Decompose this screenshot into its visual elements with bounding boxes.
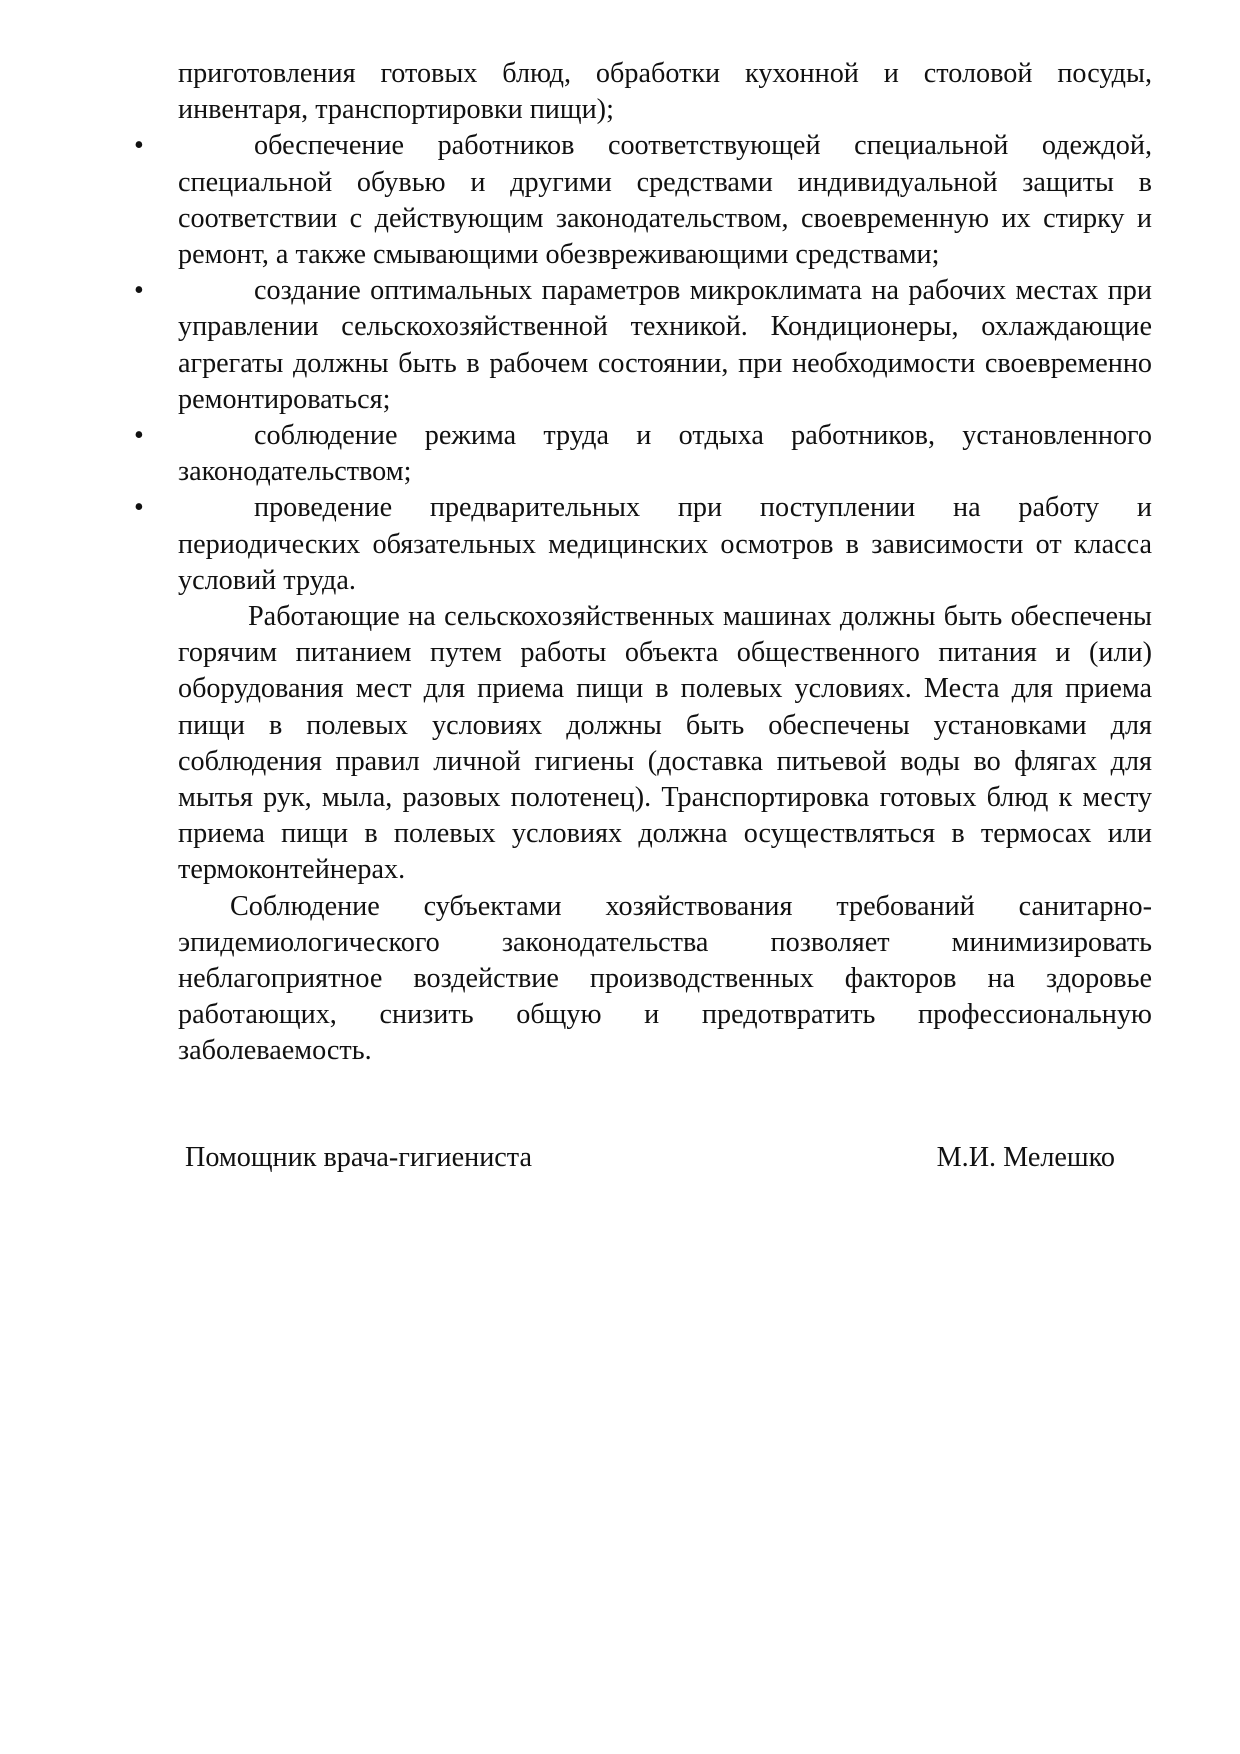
bullet-item (134, 128, 1152, 273)
body-paragraph: Соблюдение субъектами хозяйствования требований санитарно-эпидемиологического законодательства позволяет минимизировать неблагоприятное воздействие производственных факторов на здоровье работающих, снизить общую и предотвратить профессиональную заболеваемость. (178, 890, 1152, 1067)
signature-position: Помощник врача-гигиениста (185, 1142, 532, 1173)
signature-block (185, 1140, 1115, 1176)
bullet-text: создание оптимальных параметров микроклимата на рабочих местах при управлении сельскохозяйственной техникой. Кондиционеры, охлаждающие агрегаты должны быть в рабочем состоянии, при необходимости своевременно ремонтироваться; (178, 275, 1152, 415)
body-paragraph: Работающие на сельскохозяйственных машинах должны быть обеспечены горячим питанием путем работы объекта общественного питания и (или) оборудования мест для приема пищи в полевых условиях. Места для приема пищи в полевых условиях должны быть обеспечены установками для соблюдения правил личной гигиены (доставка питьевой воды во флягах для мытья рук, мыла, разовых полотенец). Транспортировка готовых блюд к месту приема пищи в полевых условиях должна осуществляться в термосах или термоконтейнерах. (178, 601, 1152, 886)
bullet-icon: • (134, 492, 144, 524)
bullet-text: обеспечение работников соответствующей специальной одеждой, специальной обувью и другими средствами индивидуальной защиты в соответствии с действующим законодательством, своевременную их стирку и ремонт, а также смывающими обезвреживающими средствами; (178, 130, 1152, 271)
document-body (134, 56, 1152, 1070)
bullet-item (134, 273, 1152, 418)
bullet-icon: • (134, 130, 144, 162)
bullet-item (134, 490, 1152, 599)
bullet-icon: • (134, 420, 144, 452)
bullet-icon: • (134, 275, 144, 307)
signature-name: М.И. Мелешко (936, 1142, 1115, 1173)
bullet-text: проведение предварительных при поступлении на работу и периодических обязательных медицинских осмотров в зависимости от класса условий труда. (178, 492, 1152, 596)
bullet-text: соблюдение режима труда и отдыха работников, установленного законодательством; (178, 420, 1152, 488)
continuation-text: приготовления готовых блюд, обработки кухонной и столовой посуды, инвентаря, транспортировки пищи); (178, 58, 1152, 126)
bullet-item (134, 418, 1152, 490)
